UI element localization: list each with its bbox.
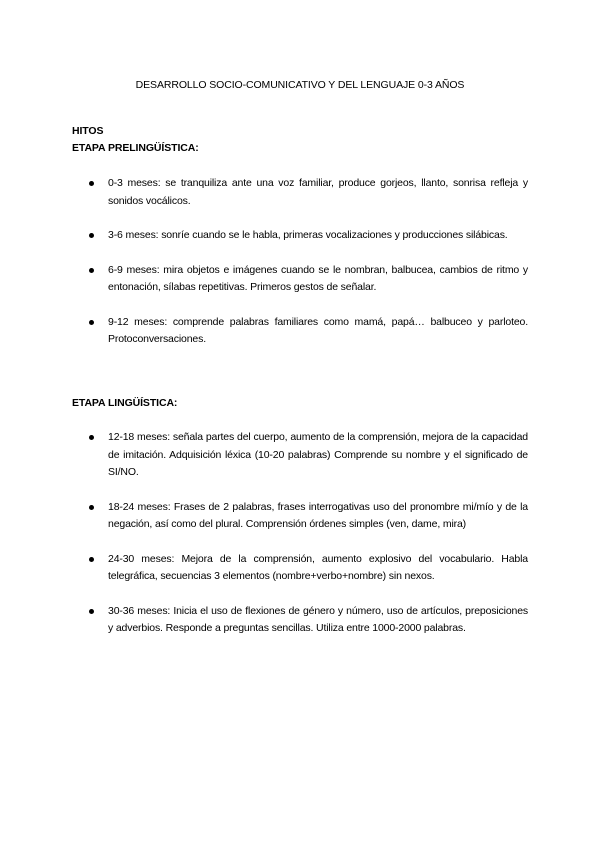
list-item — [0, 314, 600, 349]
linguistica-heading: ETAPA LINGÜÍSTICA: — [72, 397, 178, 409]
bullet-icon — [89, 320, 94, 325]
list-item — [0, 227, 600, 245]
bullet-icon — [89, 505, 94, 510]
bullet-icon — [89, 435, 94, 440]
prelinguistica-list — [0, 175, 600, 349]
list-item — [0, 551, 600, 586]
list-item-text: 24-30 meses: Mejora de la comprensión, aumento explosivo del vocabulario. Habla telegráfica, secuencias 3 elementos (nombre+verbo+nombre) sin nexos. — [108, 552, 528, 582]
hitos-heading: HITOS — [72, 125, 104, 137]
bullet-icon — [89, 557, 94, 562]
bullet-icon — [89, 233, 94, 238]
list-item — [0, 429, 600, 482]
list-item-text: 30-36 meses: Inicia el uso de flexiones de género y número, uso de artículos, preposiciones y adverbios. Responde a preguntas sencillas. Utiliza entre 1000-2000 palabras. — [108, 604, 528, 634]
list-item-text: 6-9 meses: mira objetos e imágenes cuando se le nombran, balbucea, cambios de ritmo y entonación, sílabas repetitivas. Primeros gestos de señalar. — [108, 263, 528, 293]
list-item-text: 9-12 meses: comprende palabras familiares como mamá, papá… balbuceo y parloteo. Protoconversaciones. — [108, 315, 528, 345]
list-item-text: 18-24 meses: Frases de 2 palabras, frases interrogativas uso del pronombre mi/mío y de la negación, así como del plural. Comprensión órdenes simples (ven, dame, mira) — [108, 500, 528, 530]
list-item-text: 12-18 meses: señala partes del cuerpo, aumento de la comprensión, mejora de la capacidad de imitación. Adquisición léxica (10-20 palabras) Comprende su nombre y el significado de SI/NO. — [108, 431, 528, 478]
bullet-icon — [89, 181, 94, 186]
document-title: DESARROLLO SOCIO-COMUNICATIVO Y DEL LENGUAJE 0-3 AÑOS — [135, 79, 465, 91]
list-item — [0, 499, 600, 534]
prelinguistica-heading: ETAPA PRELINGÜÍSTICA: — [72, 142, 199, 154]
bullet-icon — [89, 268, 94, 273]
bullet-icon — [89, 609, 94, 614]
list-item — [0, 175, 600, 210]
list-item-text: 0-3 meses: se tranquiliza ante una voz familiar, produce gorjeos, llanto, sonrisa refleja y sonidos vocálicos. — [108, 177, 528, 207]
list-item-text: 3-6 meses: sonríe cuando se le habla, primeras vocalizaciones y producciones silábicas. — [108, 229, 508, 241]
list-item — [0, 262, 600, 297]
linguistica-list — [0, 429, 600, 638]
list-item — [0, 603, 600, 638]
